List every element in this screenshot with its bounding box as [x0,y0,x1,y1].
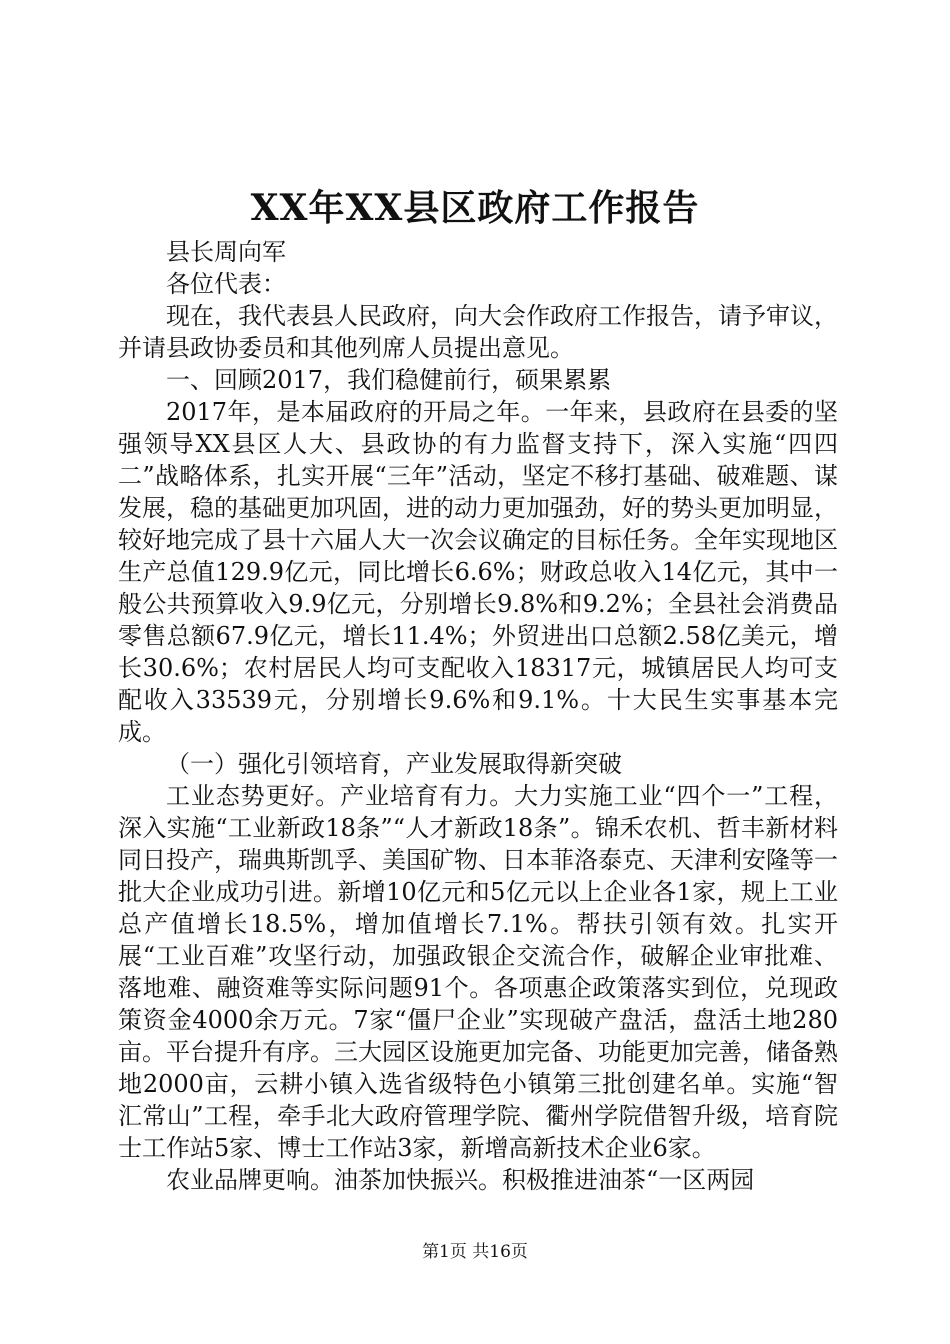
paragraph: 农业品牌更响。油茶加快振兴。积极推进油茶“一区两园 [166,1166,755,1194]
salutation: 各位代表： [166,270,286,298]
page-number-footer: 第1页 共16页 [422,1242,528,1262]
paragraph: 现在，我代表县人民政府，向大会作政府工作报告，请予审议，并请县政协委员和其他列席人员提出意见。 [118,302,838,362]
paragraph: 2017年，是本届政府的开局之年。一年来，县政府在县委的坚强领导XX县区人大、县政协的有力监督支持下，深入实施“四四二”战略体系，扎实开展“三年”活动，坚定不移打基础、破难题、谋发展，稳的基础更加巩固，进的动力更加强劲，好的势头更加明显，较好地完成了县十六届人大一次会议确定的目标任务。全年实现地区生产总值129.9亿元，同比增长6.6%；财政总收入14亿元，其中一般公共预算收入9.9亿元，分别增长9.8%和9.2%；全县社会消费品零售总额67.9亿元，增长11.4%；外贸进出口总额2.58亿美元，增长30.6%；农村居民人均可支配收入18317元，城镇居民人均可支配收入33539元，分别增长9.6%和9.1%。十大民生实事基本完成。 [118,398,838,746]
speaker-line: 县长周向军 [166,238,286,266]
paragraph: 工业态势更好。产业培育有力。大力实施工业“四个一”工程，深入实施“工业新政18条”“人才新政18条”。锦禾农机、哲丰新材料同日投产，瑞典斯凯孚、美国矿物、日本菲洛泰克、天津利安隆等一批大企业成功引进。新增10亿元和5亿元以上企业各1家，规上工业总产值增长18.5%，增加值增长7.1%。帮扶引领有效。扎实开展“工业百难”攻坚行动，加强政银企交流合作，破解企业审批难、落地难、融资难等实际问题91个。各项惠企政策落实到位，兑现政策资金4000余万元。7家“僵尸企业”实现破产盘活，盘活土地280亩。平台提升有序。三大园区设施更加完备、功能更加完善，储备熟地2000亩，云耕小镇入选省级特色小镇第三批创建名单。实施“智汇常山”工程，牵手北大政府管理学院、衢州学院借智升级，培育院士工作站5家、博士工作站3家，新增高新技术企业6家。 [118,782,838,1162]
document-body [118,236,838,1196]
subsection-heading: （一）强化引领培育，产业发展取得新突破 [166,750,622,778]
document-title: XX年XX县区政府工作报告 [250,187,700,229]
section-heading: 一、回顾2017，我们稳健前行，硕果累累 [166,366,612,394]
